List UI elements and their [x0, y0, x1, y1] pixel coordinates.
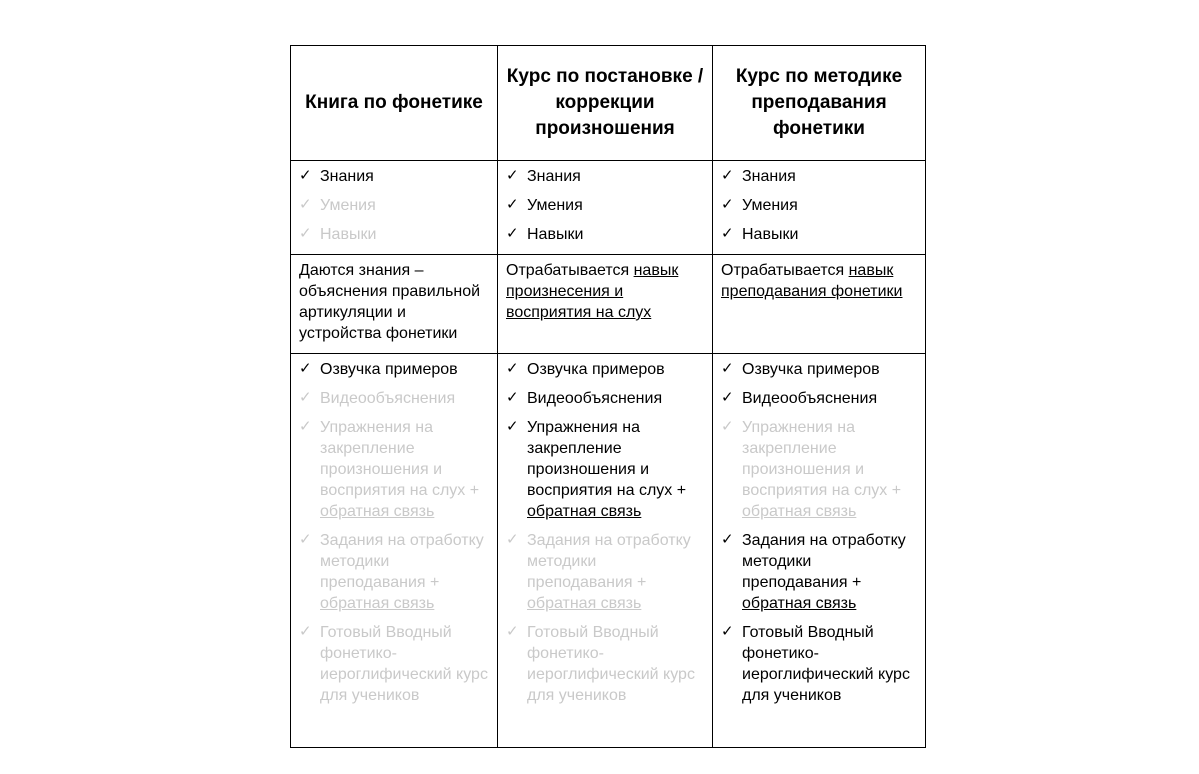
feature-item: [721, 388, 919, 409]
skill-item: [299, 166, 491, 187]
check-icon: ✓: [506, 360, 519, 377]
check-icon: ✓: [299, 225, 312, 242]
check-icon: ✓: [299, 389, 312, 406]
check-icon: ✓: [721, 360, 734, 377]
skills-cell: [713, 161, 926, 255]
check-icon: ✓: [299, 360, 312, 377]
check-icon: ✓: [721, 623, 734, 640]
feature-text: Задания на отработку методики преподавания +: [742, 532, 906, 591]
skill-label: Знания: [742, 168, 796, 185]
check-icon: ✓: [506, 623, 519, 640]
features-list: [721, 359, 919, 706]
skills-list: [721, 166, 919, 245]
feature-underlined-text: обратная связь: [527, 503, 642, 520]
check-icon: ✓: [721, 531, 734, 548]
skill-item: [506, 195, 706, 216]
check-icon: ✓: [299, 196, 312, 213]
description-text: [299, 260, 491, 344]
feature-item: [721, 622, 919, 706]
skill-item: [299, 195, 491, 216]
check-icon: ✓: [721, 225, 734, 242]
feature-text: Готовый Вводный фонетико-иероглифический курс для учеников: [742, 624, 910, 704]
skills-cell: [291, 161, 498, 255]
feature-text: Озвучка примеров: [742, 361, 880, 378]
description-plain: Даются знания – объяснения правильной артикуляции и устройства фонетики: [299, 262, 481, 342]
feature-underlined-text: обратная связь: [742, 595, 857, 612]
skill-label: Умения: [742, 197, 798, 214]
feature-text: Готовый Вводный фонетико-иероглифический курс для учеников: [527, 624, 695, 704]
feature-text: Задания на отработку методики преподавания +: [527, 532, 691, 591]
feature-text: Видеообъяснения: [527, 390, 663, 407]
feature-text: Готовый Вводный фонетико-иероглифический курс для учеников: [320, 624, 488, 704]
check-icon: ✓: [721, 418, 734, 435]
feature-item: [506, 622, 706, 706]
feature-text: Видеообъяснения: [320, 390, 456, 407]
check-icon: ✓: [506, 167, 519, 184]
skill-item: [506, 166, 706, 187]
feature-item: [721, 417, 919, 522]
feature-underlined-text: обратная связь: [320, 503, 435, 520]
feature-underlined-text: обратная связь: [742, 503, 857, 520]
column-header-book: Книга по фонетике: [291, 46, 498, 161]
skill-label: Умения: [320, 197, 376, 214]
feature-text: Видеообъяснения: [742, 390, 878, 407]
description-underlined: навык произнесения и восприятия на слух: [506, 262, 679, 321]
skill-label: Навыки: [320, 226, 377, 243]
check-icon: ✓: [506, 418, 519, 435]
check-icon: ✓: [299, 167, 312, 184]
check-icon: ✓: [506, 196, 519, 213]
feature-text: Задания на отработку методики преподавания +: [320, 532, 484, 591]
feature-item: [506, 417, 706, 522]
features-cell: [291, 354, 498, 748]
skill-label: Умения: [527, 197, 583, 214]
skill-item: [721, 195, 919, 216]
description-cell: [498, 255, 713, 354]
skill-label: Знания: [320, 168, 374, 185]
skill-item: [506, 224, 706, 245]
feature-item: [721, 359, 919, 380]
feature-item: [506, 530, 706, 614]
feature-text: Озвучка примеров: [527, 361, 665, 378]
comparison-table: [290, 45, 926, 748]
feature-text: Упражнения на закрепление произношения и восприятия на слух +: [527, 419, 687, 499]
skill-item: [721, 166, 919, 187]
check-icon: ✓: [299, 531, 312, 548]
skills-cell: [498, 161, 713, 255]
skills-list: [299, 166, 491, 245]
feature-text: Озвучка примеров: [320, 361, 458, 378]
header-row: [291, 46, 926, 161]
features-cell: [713, 354, 926, 748]
skill-label: Знания: [527, 168, 581, 185]
check-icon: ✓: [506, 389, 519, 406]
check-icon: ✓: [299, 623, 312, 640]
skill-item: [721, 224, 919, 245]
feature-underlined-text: обратная связь: [320, 595, 435, 612]
feature-item: [299, 530, 491, 614]
skills-list: [506, 166, 706, 245]
feature-text: Упражнения на закрепление произношения и восприятия на слух +: [742, 419, 902, 499]
description-underlined: навык преподавания фонетики: [721, 262, 903, 300]
features-list: [299, 359, 491, 706]
features-list: [506, 359, 706, 706]
check-icon: ✓: [721, 167, 734, 184]
feature-underlined-text: обратная связь: [527, 595, 642, 612]
check-icon: ✓: [506, 225, 519, 242]
description-row: [291, 255, 926, 354]
feature-item: [506, 388, 706, 409]
check-icon: ✓: [721, 389, 734, 406]
skill-item: [299, 224, 491, 245]
description-text: [721, 260, 919, 302]
feature-item: [299, 359, 491, 380]
feature-item: [299, 388, 491, 409]
check-icon: ✓: [299, 418, 312, 435]
skills-row: [291, 161, 926, 255]
skill-label: Навыки: [527, 226, 584, 243]
check-icon: ✓: [721, 196, 734, 213]
column-header-pronunciation-course: Курс по постановке /коррекции произношения: [498, 46, 713, 161]
description-plain: Отрабатывается: [506, 262, 630, 279]
feature-item: [506, 359, 706, 380]
column-header-methodology-course: Курс по методике преподавания фонетики: [713, 46, 926, 161]
feature-text: Упражнения на закрепление произношения и восприятия на слух +: [320, 419, 480, 499]
feature-item: [299, 417, 491, 522]
skill-label: Навыки: [742, 226, 799, 243]
feature-item: [299, 622, 491, 706]
description-plain: Отрабатывается: [721, 262, 845, 279]
description-text: [506, 260, 706, 323]
features-row: [291, 354, 926, 748]
features-cell: [498, 354, 713, 748]
description-cell: [291, 255, 498, 354]
check-icon: ✓: [506, 531, 519, 548]
feature-item: [721, 530, 919, 614]
description-cell: [713, 255, 926, 354]
